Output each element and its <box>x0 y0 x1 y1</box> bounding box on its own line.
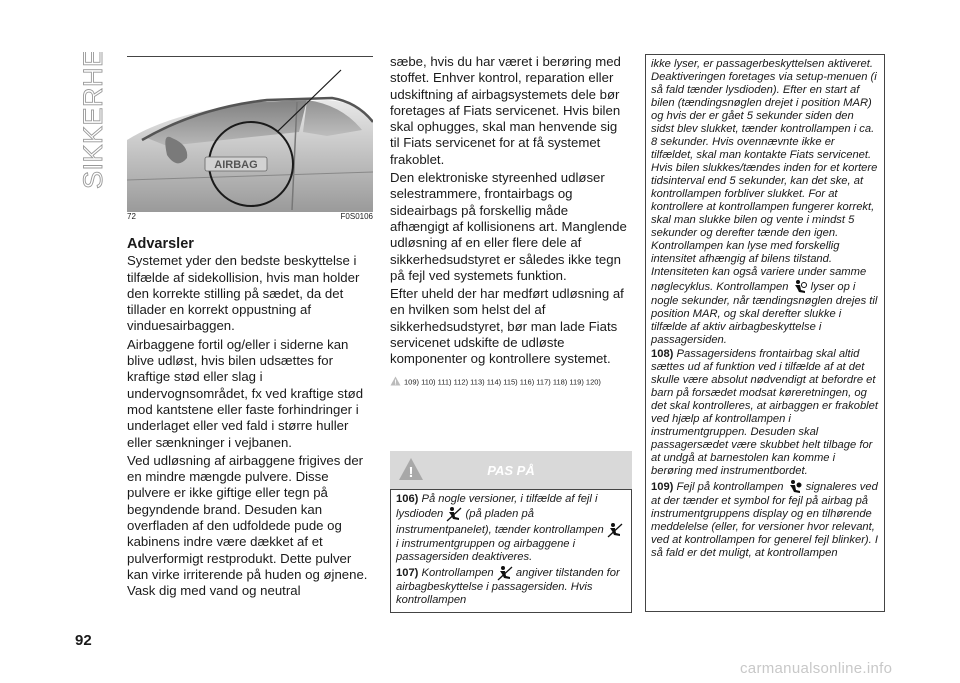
caution-title: PAS PÅ <box>487 463 535 478</box>
figure-code: F0S0106 <box>340 212 373 221</box>
note-text: ikke lyser, er passagerbeskyttelsen aktiveret. Deaktiveringen foretages via setup-menuen (i så fald tænder lysdioden). Efter en start af bilen (tændingsnøglen drejet i position MAR) og hvis der er gået 5 sekunder siden den sidst blev slukket, tænder kontrollampen i ca. 8 sekunder. Hvis ovennævnte ikke er tilfældet, skal man kontakte Fiats servicenet. Hvis bilen slukkes/tændes inden for et kortere tidsinterval end 5 sekunder, kan det ske, at kontrollampen forbliver slukket. For at kontrollere at kontrollampen fungerer korrekt, skal man slukke bilen og vente i mindst 5 sekunder og derefter tænde den igen. Kontrollampen kan lyse med forskellig intensitet afhængig af bilens tilstand. Intensiteten kan også variere under samme nøglecyklus. Kontrollampen <box>651 58 878 293</box>
section-heading: Advarsler <box>127 236 194 252</box>
note-text: (på pladen på instrumentpanelet), tænder kontrollampen <box>396 507 604 536</box>
warning-triangle-icon <box>390 376 401 389</box>
airbag-off-icon <box>497 565 513 581</box>
note-108 <box>651 348 879 478</box>
watermark: carmanualsonline.info <box>740 660 893 677</box>
paragraph: Systemet yder den bedste beskyttelse i tilfælde af sidekollision, hvis man holder den korrekte stilling på sædet, da det tillader en korrekt oppustning af vinduesairbaggen. <box>127 253 360 334</box>
caution-header <box>390 451 632 489</box>
airbag-off-icon <box>446 506 462 522</box>
svg-text:!: ! <box>408 464 414 481</box>
paragraph: Airbaggene fortil og/eller i siderne kan blive udløst, hvis bilen udsættes for kraftige stød eller slag i undervognsområdet, fx ved kraftige stød mod kantstene eller faste forhindringer i underlaget eller ved fald i større huller eller sænkninger i vejbanen. <box>127 336 364 450</box>
airbag-fault-icon <box>787 479 803 495</box>
caution-box-1 <box>390 489 632 613</box>
note-number: 107) <box>396 566 419 579</box>
figure-number: 72 <box>127 212 136 221</box>
svg-text:!: ! <box>394 379 397 386</box>
note-number: 109) <box>651 480 674 493</box>
note-number: 106) <box>396 493 419 505</box>
airbag-on-icon <box>792 279 808 295</box>
section-title-text: SIKKERHED <box>78 52 108 189</box>
top-rule-col1 <box>127 56 373 57</box>
paragraph: Ved udløsning af airbaggene frigives der en mindre mængde pulvere. Disse pulvere er ikke giftige eller tegn på begyndende brand. Desuden kan overfladen af den udfoldede pude og kabinens indre være dækket af et pulverformigt restprodukt. Dette pulver kan virke irriterende på huden og øjnene. Vask dig med vand og neutral <box>127 452 368 599</box>
airbag-badge: AIRBAG <box>214 159 258 171</box>
note-text: angiver tilstanden for airbagbeskyttelse i passagersiden. Hvis kontrollampen <box>396 566 620 606</box>
page-number: 92 <box>75 632 92 649</box>
section-title <box>70 52 110 192</box>
paragraph: sæbe, hvis du har været i berøring med stoffet. Enhver kontrol, reparation eller udskiftning af airbagsystemets dele bør foretages af Fiats servicenet. Hvis bilen skal ophugges, skal man henvende sig til Fiats servicenet for at få systemet frakoblet. <box>390 54 621 167</box>
note-text: i instrumentgruppen og airbaggene i passagersiden deaktiveres. <box>396 538 576 563</box>
note-text: Passagersidens frontairbag skal altid sættes ud af funktion ved i tilfælde af at det skulle være absolut nødvendigt at befordre et barn på forsædet modsat køreretningen, og det skal kontrolleres, at airbaggen er frakoblet ved hjælp af kontrollampen i instrumentgruppen. Desuden skal passagersædet være skubbet helt tilbage for at undgå at barnestolen kan komme i berøring med instrumentbordet. <box>651 348 878 477</box>
note-106 <box>396 493 626 564</box>
column-2 <box>390 54 630 389</box>
caution-box-2 <box>645 54 885 612</box>
note-text: lyser op i nogle sekunder, når tændingsnøglen drejes til position MAR, og skal derefter slukke i tilfælde af aktiv airbagbeskyttelse i passagersiden. <box>651 280 878 346</box>
column-1 <box>127 236 373 602</box>
note-107-continued <box>651 58 879 347</box>
note-text: signaleres ved at der tænder et symbol for fejl på airbag på instrumentgruppens display og en tilhørende meddelelse (eller, for versioner hvor relevant, ved at kontrollampen for generel fejl blinker). I så fald er det muligt, at kontrollampen <box>651 480 878 559</box>
paragraph: Den elektroniske styreenhed udløser selestrammere, frontairbags og sideairbags på forskellig måde afhængigt af kollisionens art. Manglende udløsning af en eller flere dele af sikkerhedsudstyret er således ikke tegn på fejl ved systemets funktion. <box>390 170 627 283</box>
airbag-figure <box>127 60 373 212</box>
note-text: Fejl på kontrollampen <box>676 480 784 493</box>
note-number: 108) <box>651 348 674 360</box>
note-107 <box>396 565 626 607</box>
reference-numbers: 109) 110) 111) 112) 113) 114) 115) 116) 117) 118) 119) 120) <box>404 377 601 387</box>
note-text: På nogle versioner, i tilfælde af fejl i lysdioden <box>396 493 598 520</box>
warning-references <box>390 376 630 389</box>
note-text: Kontrollampen <box>421 566 494 579</box>
paragraph: Efter uheld der har medført udløsning af en hvilken som helst del af sikkerhedsudstyret, bør man lade Fiats servicenet udskifte de udløste komponenter og kontrollere systemet. <box>390 286 624 367</box>
airbag-off-icon <box>607 522 623 538</box>
note-109 <box>651 479 879 560</box>
